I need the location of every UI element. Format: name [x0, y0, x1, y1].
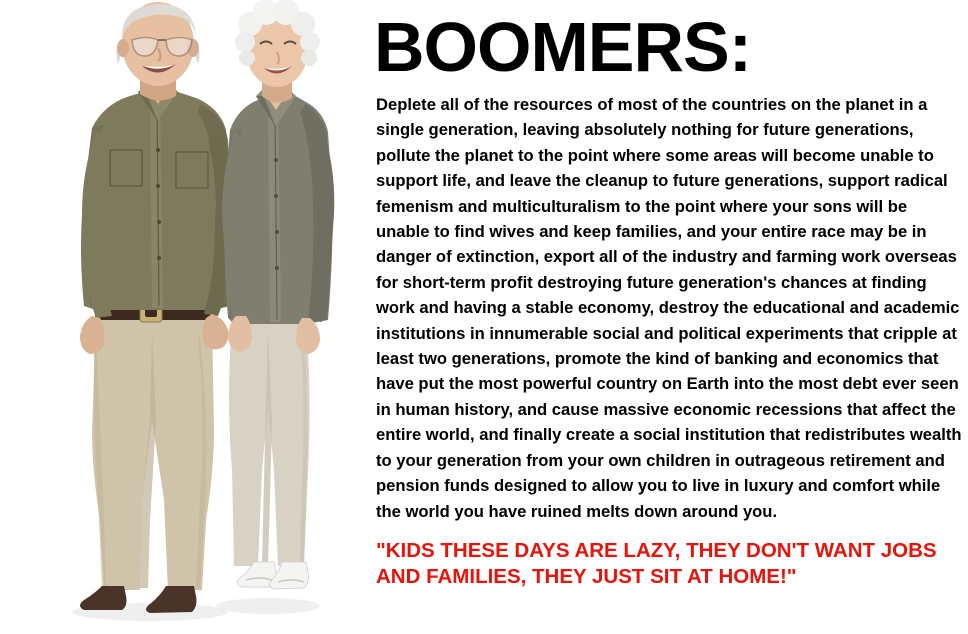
elderly-couple-photo [0, 0, 372, 634]
meme-quote: "KIDS THESE DAYS ARE LAZY, THEY DON'T WANT JOBS AND FAMILIES, THEY JUST SIT AT HOME!" [376, 538, 937, 588]
meme-body-text: Deplete all of the resources of most of the countries on the planet in a single generation, leaving absolutely nothing for future generations, pollute the planet to the point where some areas will become unable to support life, and leave the cleanup to future generations, support radical femenism and multiculturalism to the point where your sons will be unable to find wives and keep families, and your entire race may be in danger of extinction, export all of the industry and farming work overseas for short-term profit destroying future generation's chances at finding work and having a stable economy, destroy the educational and academic institutions in innumerable social and political experiments that cripple at least two generations, promote the kind of banking and economics that have put the most powerful country on Earth into the most debt ever seen in human history, and cause massive economic recessions that affect the entire world, and finally create a social institution that redistributes wealth to your generation from your own children in outrageous retirement and pension funds designed to allow you to live in luxury and comfort while the world you have ruined melts down around you. [376, 95, 962, 521]
couple-illustration [0, 0, 372, 634]
meme-text-column [374, 0, 964, 634]
meme-headline: BOOMERS: [374, 8, 751, 86]
